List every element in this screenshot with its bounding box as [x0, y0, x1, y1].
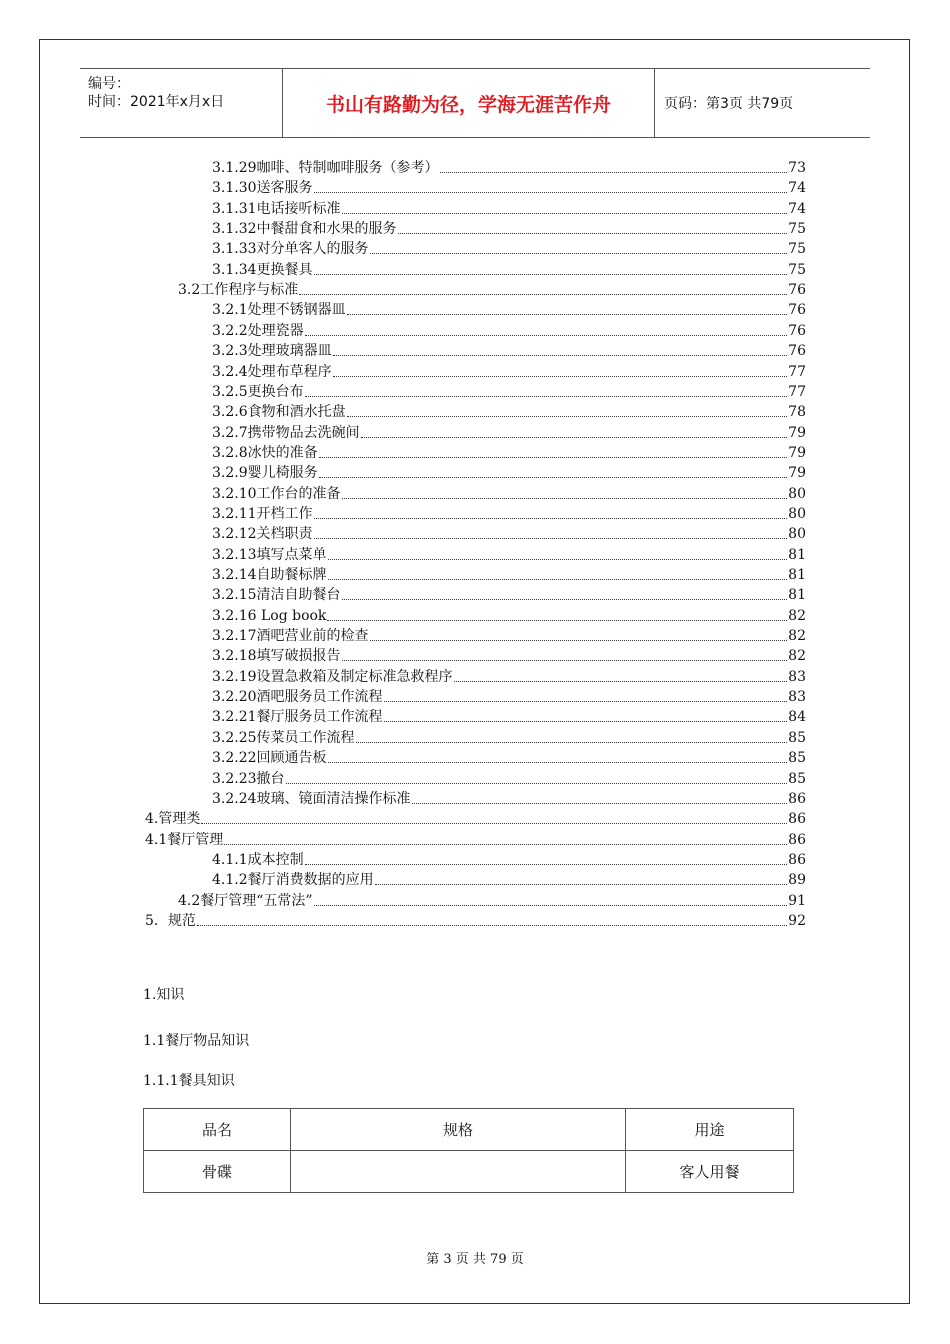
table-row [144, 1151, 794, 1193]
toc-entry[interactable] [212, 402, 806, 422]
toc-entry-page: 79 [788, 444, 806, 461]
toc-entry-page: 79 [788, 465, 806, 482]
toc-leader-dots [286, 783, 788, 784]
toc-entry-page: 75 [788, 261, 806, 278]
table-header-cell: 规格 [291, 1109, 626, 1151]
toc-entry[interactable] [145, 809, 806, 829]
page-header [80, 68, 870, 138]
toc-entry-title: 3.2.1处理不锈钢器皿 [212, 302, 346, 319]
toc-entry-page: 81 [788, 587, 806, 604]
toc-leader-dots [314, 192, 788, 193]
toc-entry-page: 80 [788, 526, 806, 543]
header-motto: 书山有路勤为径，学海无涯苦作舟 [282, 69, 655, 137]
toc-entry-title: 3.2.18填写破损报告 [212, 648, 341, 665]
toc-leader-dots [314, 538, 788, 539]
toc-leader-dots [314, 518, 788, 519]
toc-entry[interactable] [212, 667, 806, 687]
toc-entry-title: 4.1餐厅管理 [145, 831, 224, 848]
toc-entry-title: 3.2.10工作台的准备 [212, 485, 341, 502]
toc-entry-title: 3.2.15清洁自助餐台 [212, 587, 341, 604]
toc-entry[interactable] [212, 484, 806, 504]
toc-leader-dots [342, 660, 788, 661]
table-cell [291, 1151, 626, 1193]
toc-entry-title: 3.2.16 Log book [212, 607, 327, 624]
date-label: 时间：2021年x月x日 [88, 94, 225, 110]
toc-entry-title: 3.2.5更换台布 [212, 383, 304, 400]
toc-entry-page: 82 [788, 648, 806, 665]
toc-entry-title: 4.2餐厅管理“五常法” [178, 892, 313, 909]
toc-leader-dots [342, 213, 788, 214]
toc-leader-dots [305, 335, 788, 336]
toc-entry[interactable] [212, 239, 806, 259]
toc-leader-dots [319, 457, 788, 458]
toc-entry[interactable] [178, 280, 806, 300]
toc-entry-title: 3.2.25传菜员工作流程 [212, 729, 355, 746]
toc-entry-title: 3.2.17酒吧营业前的检查 [212, 628, 369, 645]
toc-entry-title: 4.1.1成本控制 [212, 851, 304, 868]
toc-entry[interactable] [212, 728, 806, 748]
toc-leader-dots [327, 620, 787, 621]
toc-leader-dots [314, 905, 788, 906]
toc-leader-dots [342, 498, 788, 499]
toc-entry[interactable] [212, 463, 806, 483]
toc-entry[interactable] [212, 687, 806, 707]
toc-entry-page: 80 [788, 505, 806, 522]
toc-entry-title: 3.2.4处理布草程序 [212, 363, 332, 380]
toc-entry-page: 81 [788, 567, 806, 583]
toc-entry-title: 3.1.30送客服务 [212, 180, 313, 197]
toc-entry[interactable] [212, 504, 806, 524]
toc-leader-dots [328, 762, 788, 763]
toc-entry-title: 4.管理类 [145, 811, 201, 828]
toc-entry-title: 4.1.2餐厅消费数据的应用 [212, 872, 374, 889]
toc-entry[interactable] [145, 911, 806, 931]
toc-leader-dots [361, 437, 788, 438]
toc-entry-title: 3.2.20酒吧服务员工作流程 [212, 689, 383, 706]
toc-entry-page: 83 [788, 668, 806, 685]
table-header-cell: 品名 [144, 1109, 291, 1151]
toc-entry-page: 74 [788, 200, 806, 217]
toc-entry[interactable] [212, 341, 806, 361]
table-cell: 客人用餐 [626, 1151, 794, 1193]
toc-entry-title: 3.1.29咖啡、特制咖啡服务（参考） [212, 160, 439, 176]
toc-entry-page: 85 [788, 770, 806, 787]
toc-entry-title: 3.1.33对分单客人的服务 [212, 241, 369, 258]
toc-leader-dots [375, 884, 788, 885]
header-page-label: 页码：第3页 共79页 [664, 96, 794, 112]
toc-entry-page: 79 [788, 424, 806, 441]
toc-entry-page: 89 [788, 872, 806, 889]
toc-entry-page: 76 [788, 322, 806, 339]
toc-entry-page: 82 [788, 607, 806, 624]
toc-leader-dots [333, 355, 788, 356]
section-heading-1-1-1: 1.1.1餐具知识 [143, 1073, 235, 1089]
toc-leader-dots [314, 274, 788, 275]
toc-entry[interactable] [212, 545, 806, 565]
toc-leader-dots [224, 844, 787, 845]
toc-entry-title: 3.2.7携带物品去洗碗间 [212, 424, 360, 441]
toc-entry-page: 82 [788, 628, 806, 645]
toc-entry-page: 81 [788, 546, 806, 563]
toc-leader-dots [412, 803, 788, 804]
toc-entry-title: 3.2.11开档工作 [212, 505, 313, 522]
toc-entry-page: 86 [788, 811, 806, 828]
toc-leader-dots [440, 172, 788, 173]
toc-entry-page: 76 [788, 302, 806, 319]
toc-entry-title: 5．规范 [145, 912, 196, 929]
toc-entry-title: 3.2.9婴儿椅服务 [212, 465, 318, 482]
toc-entry[interactable] [145, 830, 806, 850]
toc-entry[interactable] [212, 769, 806, 789]
toc-entry[interactable] [212, 321, 806, 341]
toc-entry-title: 3.1.34更换餐具 [212, 261, 313, 278]
toc-entry-title: 3.1.31电话接听标准 [212, 200, 341, 217]
toc-entry-title: 3.2.8冰快的准备 [212, 444, 318, 461]
toc-leader-dots [328, 559, 788, 560]
toc-entry[interactable] [212, 443, 806, 463]
toc-leader-dots [356, 742, 788, 743]
toc-leader-dots [398, 233, 788, 234]
toc-entry-title: 3.2.3处理玻璃器皿 [212, 343, 332, 360]
toc-entry-page: 85 [788, 750, 806, 767]
toc-entry-title: 3.2.22回顾通告板 [212, 750, 327, 767]
toc-entry[interactable] [212, 178, 806, 198]
toc-leader-dots [384, 701, 788, 702]
toc-leader-dots [347, 314, 788, 315]
toc-entry[interactable] [212, 850, 806, 870]
toc-entry[interactable] [212, 382, 806, 402]
table-header-row [144, 1109, 794, 1151]
toc-entry-title: 3.2.14自助餐标牌 [212, 567, 327, 583]
toc-entry[interactable] [212, 362, 806, 382]
tableware-table [143, 1108, 794, 1193]
toc-entry[interactable] [212, 199, 806, 219]
toc-entry-page: 73 [788, 160, 806, 176]
toc-entry-title: 3.2.19设置急救箱及制定标准急救程序 [212, 668, 453, 685]
toc-entry-page: 75 [788, 221, 806, 238]
toc-entry-page: 86 [788, 790, 806, 807]
table-header-cell: 用途 [626, 1109, 794, 1151]
toc-entry[interactable] [212, 606, 806, 626]
toc-entry[interactable] [212, 585, 806, 605]
toc-entry[interactable] [212, 748, 806, 768]
toc-leader-dots [454, 681, 788, 682]
toc-entry-page: 75 [788, 241, 806, 258]
toc-entry-page: 85 [788, 729, 806, 746]
toc-entry[interactable] [212, 870, 806, 890]
toc-leader-dots [333, 376, 788, 377]
toc-leader-dots [370, 640, 788, 641]
toc-leader-dots [328, 579, 788, 580]
toc-entry[interactable] [178, 891, 806, 911]
toc-entry-title: 3.1.32中餐甜食和水果的服务 [212, 221, 397, 238]
header-meta [80, 69, 281, 137]
toc-entry-title: 3.2.6食物和酒水托盘 [212, 404, 346, 421]
toc-entry[interactable] [212, 646, 806, 666]
toc-entry-page: 78 [788, 404, 806, 421]
toc-entry-page: 86 [788, 831, 806, 848]
toc-entry-page: 76 [788, 282, 806, 299]
code-label: 编号： [88, 76, 130, 92]
toc-entry-page: 83 [788, 689, 806, 706]
section-heading-1: 1.知识 [143, 987, 185, 1003]
toc-entry[interactable] [212, 423, 806, 443]
toc-entry-title: 3.2.2处理瓷器 [212, 322, 304, 339]
toc-entry-page: 74 [788, 180, 806, 197]
section-heading-1-1: 1.1餐厅物品知识 [143, 1033, 250, 1049]
toc-entry[interactable] [212, 789, 806, 809]
toc-entry[interactable] [212, 300, 806, 320]
toc-leader-dots [319, 477, 788, 478]
toc-entry-page: 84 [788, 709, 806, 726]
toc-leader-dots [299, 294, 787, 295]
toc-leader-dots [370, 253, 788, 254]
toc-entry-page: 76 [788, 343, 806, 360]
toc-entry-page: 86 [788, 851, 806, 868]
toc-entry[interactable] [212, 260, 806, 280]
toc-leader-dots [201, 823, 787, 824]
toc-entry-title: 3.2.24玻璃、镜面清洁操作标准 [212, 790, 411, 807]
toc-entry-page: 77 [788, 383, 806, 400]
toc-entry[interactable] [212, 524, 806, 544]
page-footer: 第 3 页 共 79 页 [426, 1252, 524, 1267]
toc-leader-dots [305, 864, 788, 865]
toc-entry[interactable] [212, 626, 806, 646]
toc-leader-dots [342, 599, 788, 600]
toc-entry-title: 3.2.23撤台 [212, 770, 285, 787]
toc-leader-dots [197, 925, 787, 926]
toc-leader-dots [347, 416, 788, 417]
toc-entry-title: 3.2工作程序与标准 [178, 282, 299, 299]
toc-entry[interactable] [212, 565, 806, 585]
toc-entry[interactable] [212, 707, 806, 727]
toc-entry-title: 3.2.21餐厅服务员工作流程 [212, 709, 383, 726]
toc-entry-title: 3.2.13填写点菜单 [212, 546, 327, 563]
toc-entry-title: 3.2.12关档职责 [212, 526, 313, 543]
toc-entry[interactable] [212, 219, 806, 239]
toc-entry[interactable] [212, 158, 806, 178]
toc-entry-page: 80 [788, 485, 806, 502]
toc-leader-dots [305, 396, 788, 397]
toc-entry-page: 77 [788, 363, 806, 380]
toc-entry-page: 92 [788, 912, 806, 929]
table-cell: 骨碟 [144, 1151, 291, 1193]
toc-leader-dots [384, 721, 788, 722]
toc-entry-page: 91 [788, 892, 806, 909]
